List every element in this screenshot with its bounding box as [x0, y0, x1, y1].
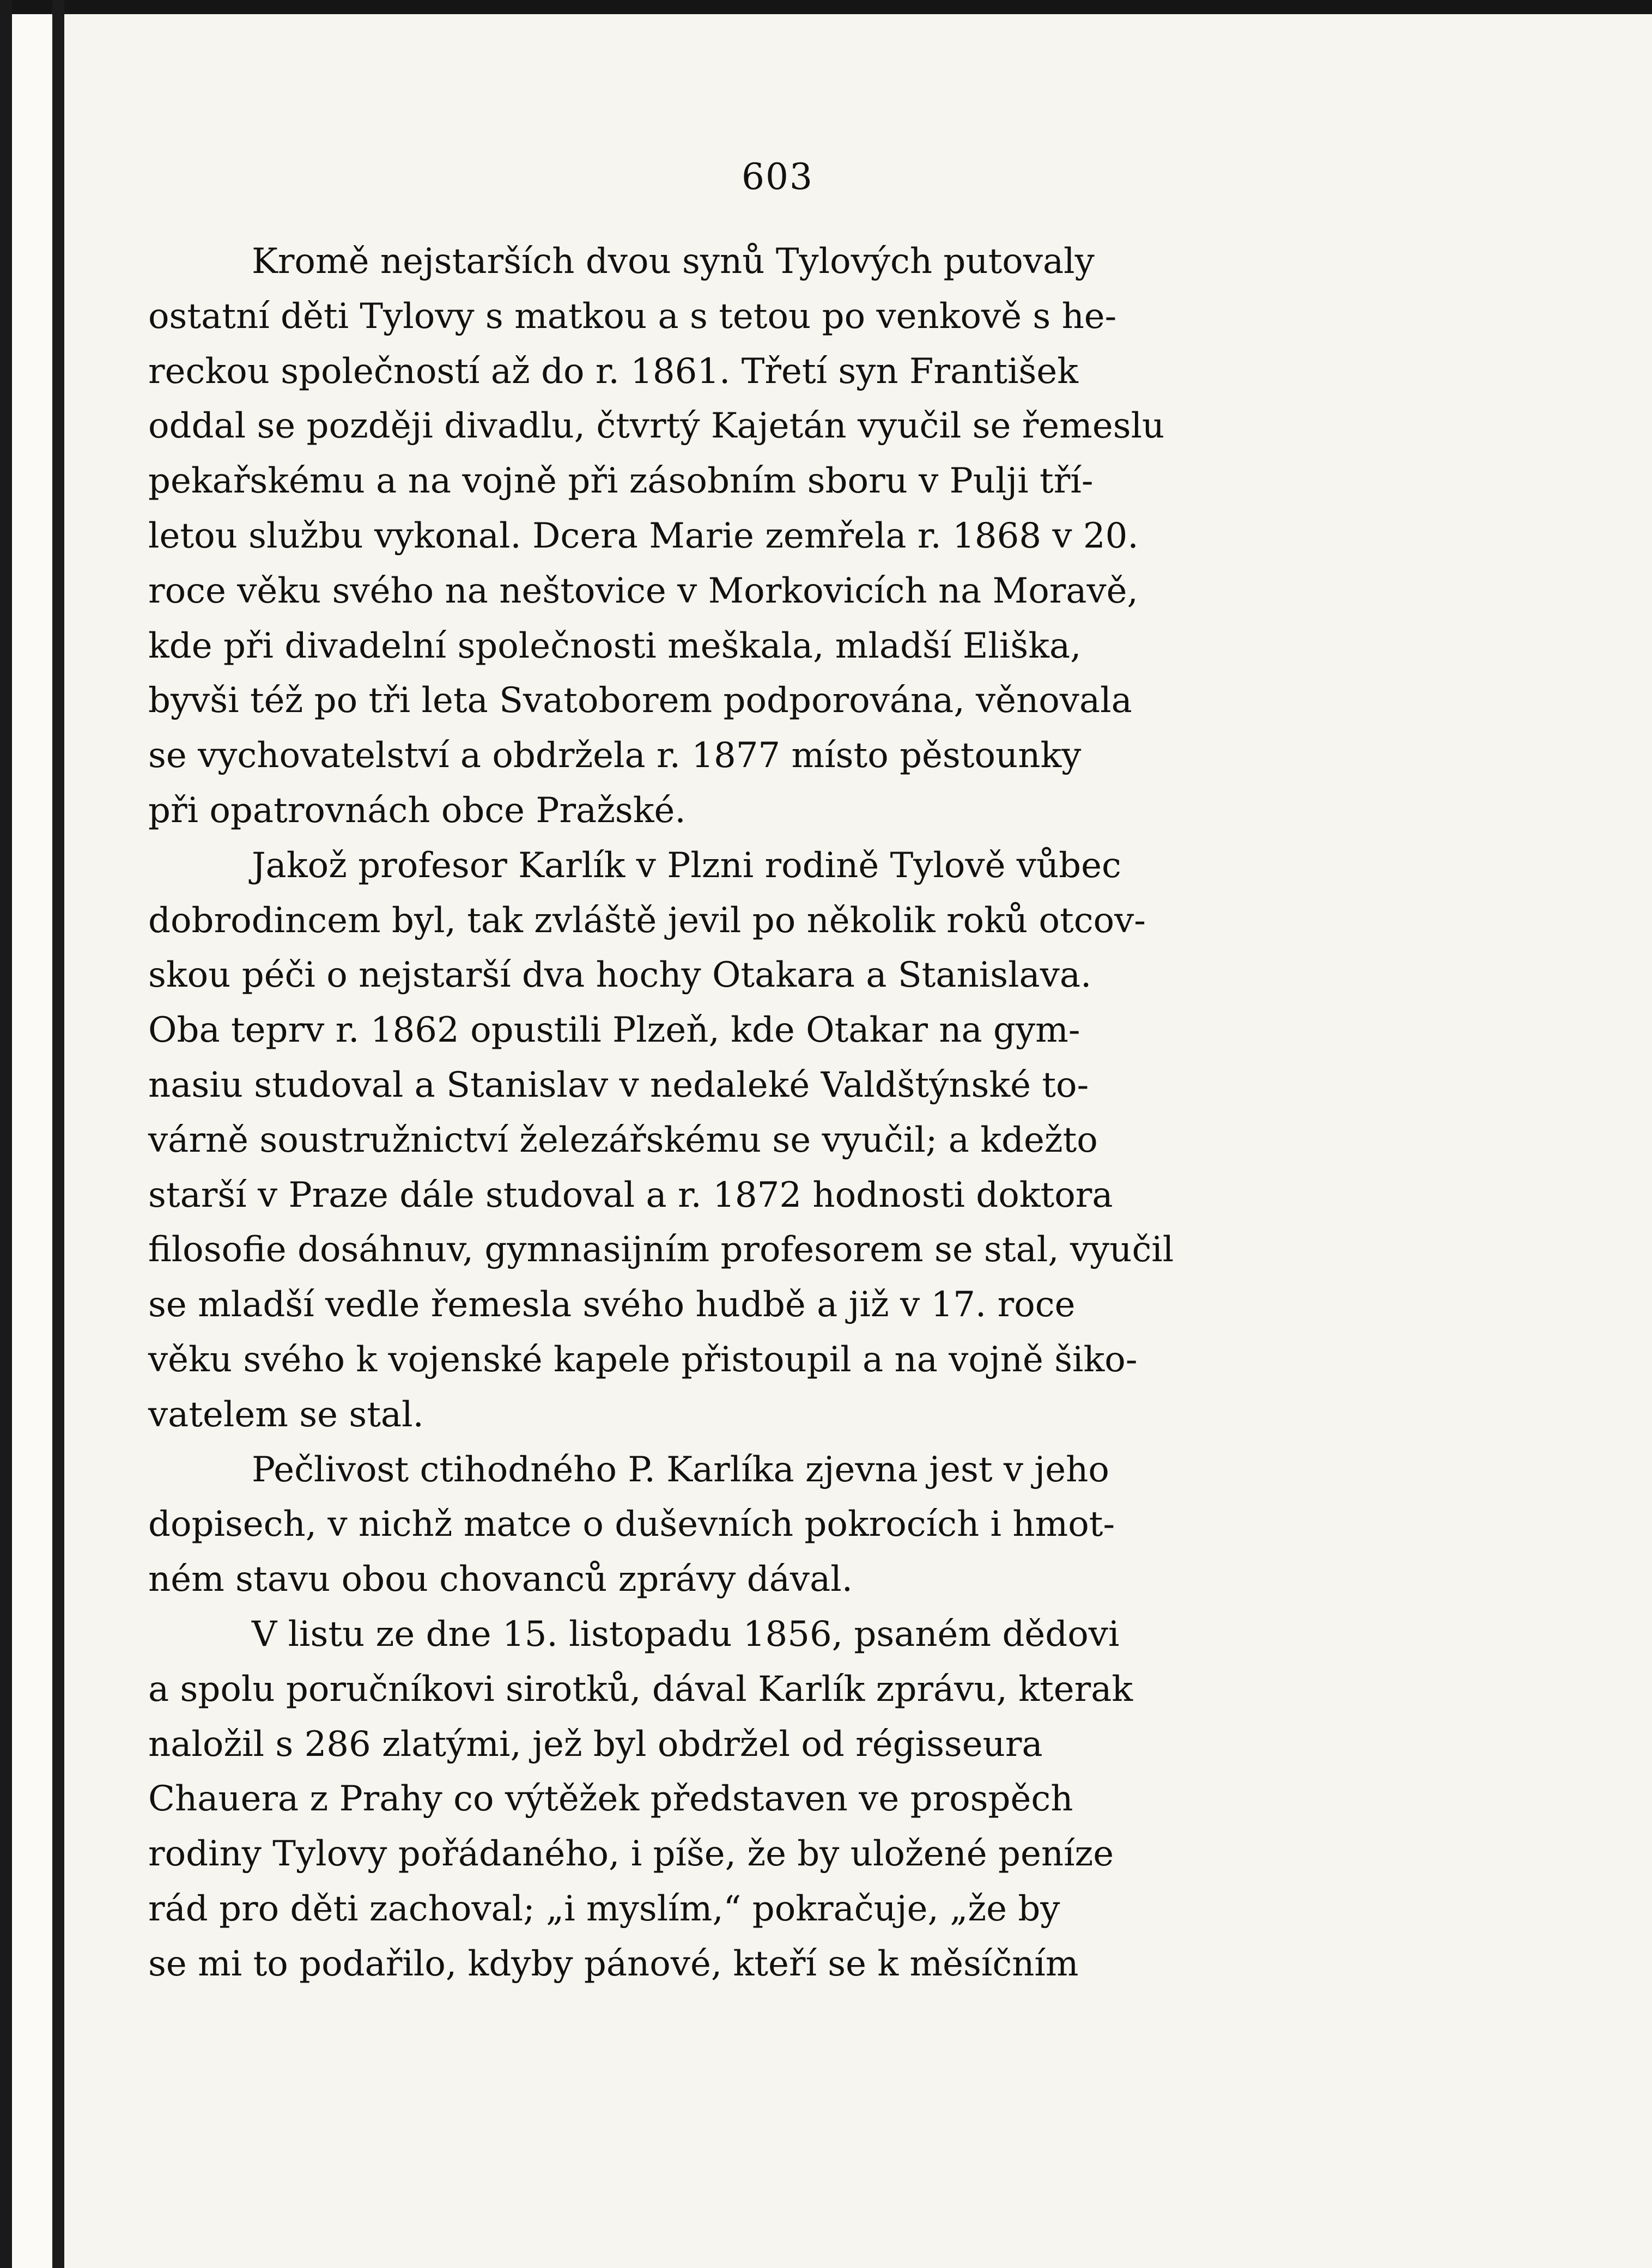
text-line: Oba teprv r. 1862 opustili Plzeň, kde Otakar na gym- — [148, 1010, 1080, 1051]
text-line: dobrodincem byl, tak zvláště jevil po několik roků otcov- — [148, 900, 1146, 941]
text-line: ostatní děti Tylovy s matkou a s tetou po venkově s he- — [148, 296, 1117, 337]
paragraph-4 — [148, 1607, 1407, 1992]
text-line: se mi to podařilo, kdyby pánové, kteří se k měsíčním — [148, 1943, 1079, 1984]
text-line: se vychovatelství a obdržela r. 1877 místo pěstounky — [148, 735, 1082, 776]
text-line-content: V listu ze dne 15. listopadu 1856, psaném dědovi — [252, 1614, 1120, 1655]
text-line: věku svého k vojenské kapele přistoupil a na vojně šiko- — [148, 1339, 1138, 1380]
text-line: při opatrovnách obce Pražské. — [148, 790, 686, 831]
text-line: dopisech, v nichž matce o duševních pokrocích i hmot- — [148, 1504, 1115, 1545]
text-line-content: Jakož profesor Karlík v Plzni rodině Tylově vůbec — [252, 845, 1121, 886]
text-line — [148, 1443, 1407, 1498]
text-line: skou péči o nejstarší dva hochy Otakara a Stanislava. — [148, 955, 1092, 996]
text-line: roce věku svého na neštovice v Morkovicích na Moravě, — [148, 570, 1138, 611]
text-line: a spolu poručníkovi sirotků, dával Karlík zprávu, kterak — [148, 1669, 1133, 1710]
paragraph-1 — [148, 234, 1407, 838]
text-line: se mladší vedle řemesla svého hudbě a již v 17. roce — [148, 1285, 1076, 1325]
text-line: rodiny Tylovy pořádaného, i píše, že by uložené peníze — [148, 1834, 1114, 1875]
text-line — [148, 838, 1407, 893]
text-line: naložil s 286 zlatými, jež byl obdržel od régisseura — [148, 1724, 1043, 1765]
text-line: pekařskému a na vojně při zásobním sboru v Pulji tří- — [148, 461, 1094, 502]
left-margin-strip — [12, 14, 52, 2268]
text-line: starší v Praze dále studoval a r. 1872 hodnosti doktora — [148, 1175, 1113, 1215]
scan-border-left — [0, 0, 12, 2268]
text-line: filosofie dosáhnuv, gymnasijním profesorem se stal, vyučil — [148, 1230, 1174, 1270]
page-content — [148, 153, 1407, 1992]
text-line: Chauera z Prahy co výtěžek představen ve prospěch — [148, 1779, 1073, 1820]
text-line — [148, 234, 1407, 289]
text-line: kde při divadelní společnosti meškala, mladší Eliška, — [148, 625, 1082, 666]
text-line: vatelem se stal. — [148, 1394, 424, 1435]
page-number: 603 — [742, 156, 813, 198]
text-line-content: Kromě nejstarších dvou synů Tylových putovaly — [252, 241, 1095, 282]
text-line: nasiu studoval a Stanislav v nedaleké Valdštýnské to- — [148, 1065, 1089, 1105]
scan-border-top — [0, 0, 1652, 14]
text-line: oddal se později divadlu, čtvrtý Kajetán vyučil se řemeslu — [148, 406, 1165, 447]
text-line: ném stavu obou chovanců zprávy dával. — [148, 1559, 853, 1600]
text-line: várně soustružnictví železářskému se vyučil; a kdežto — [148, 1120, 1098, 1160]
text-line: letou službu vykonal. Dcera Marie zemřela r. 1868 v 20. — [148, 515, 1139, 556]
text-line: byvši též po tři leta Svatoborem podporována, věnovala — [148, 680, 1132, 721]
text-line — [148, 1607, 1407, 1662]
text-line: rád pro děti zachoval; „i myslím,“ pokračuje, „že by — [148, 1888, 1060, 1929]
text-line: reckou společností až do r. 1861. Třetí syn František — [148, 351, 1079, 392]
text-line-content: Pečlivost ctihodného P. Karlíka zjevna jest v jeho — [252, 1449, 1109, 1490]
paragraph-2 — [148, 838, 1407, 1443]
book-gutter-line — [52, 0, 64, 2268]
paragraph-3 — [148, 1443, 1407, 1607]
